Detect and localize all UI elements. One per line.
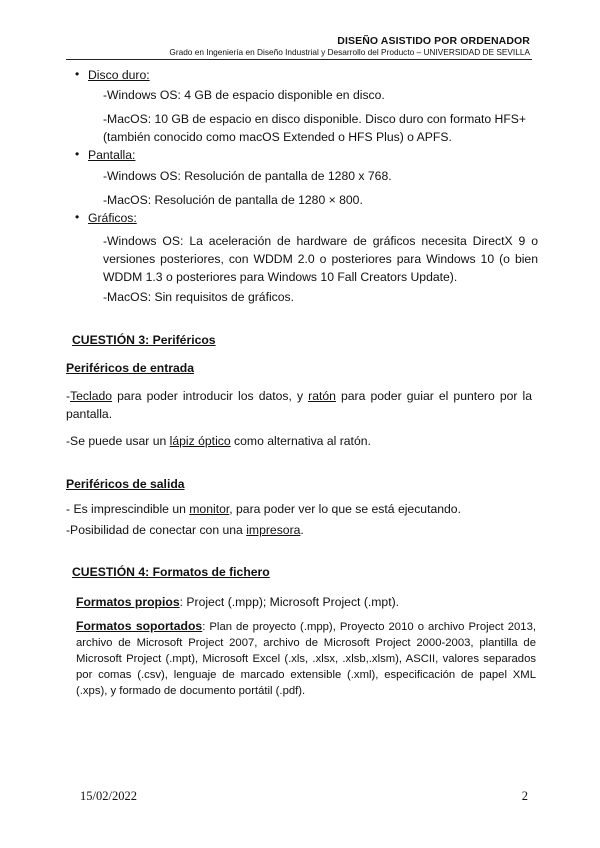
disk-mac: -MacOS: 10 GB de espacio en disco disponible. Disco duro con formato HFS+ (también conocido como macOS Extended o HFS Plus) o APFS. [103, 112, 527, 144]
own-formats-label: Formatos propios [76, 595, 180, 609]
supported-formats-label: Formatos soportados [76, 619, 203, 633]
section-title-q4: CUESTIÓN 4: Formatos de fichero [72, 565, 270, 579]
keyboard-term: Teclado [70, 389, 113, 403]
footer-date: 15/02/2022 [80, 789, 137, 803]
input-paragraph-2: -Se puede usar un lápiz óptico como alternativa al ratón. [66, 434, 371, 448]
course-subtitle: Grado en Ingeniería en Diseño Industrial y Desarrollo del Producto – UNIVERSIDAD DE SEVILLA [169, 47, 530, 57]
input-peripherals-heading: Periféricos de entrada [66, 361, 195, 375]
graphics-mac: -MacOS: Sin requisitos de gráficos. [103, 290, 295, 304]
mouse-term: ratón [308, 389, 336, 403]
section-title-q3: CUESTIÓN 3: Periféricos [72, 333, 216, 347]
bullet-screen: • Pantalla: [88, 148, 135, 162]
light-pen-term: lápiz óptico [169, 434, 231, 448]
output-peripherals-heading: Periféricos de salida [66, 477, 185, 491]
bullet-disk: • Disco duro: [88, 68, 150, 82]
own-formats: Formatos propios: Project (.mpp); Microsoft Project (.mpt). [76, 595, 400, 609]
output-paragraph-2: -Posibilidad de conectar con una impresora. [66, 523, 304, 537]
screen-mac: -MacOS: Resolución de pantalla de 1280 × 800. [103, 193, 363, 207]
page-number: 2 [521, 789, 528, 803]
bullet-graphics: • Gráficos: [88, 211, 137, 225]
screen-windows: -Windows OS: Resolución de pantalla de 1280 x 768. [103, 169, 392, 183]
input-paragraph-1: -Teclado para poder introducir los datos, y ratón para poder guiar el puntero por la pantalla. [66, 389, 532, 421]
monitor-term: monitor [189, 502, 230, 516]
printer-term: impresora [246, 523, 301, 537]
course-title: DISEÑO ASISTIDO POR ORDENADOR [337, 35, 530, 47]
graphics-windows: -Windows OS: La aceleración de hardware de gráficos necesita DirectX 9 o versiones posteriores, con WDDM 2.0 o posteriores para Windows 10 (o bien WDDM 1.3 o posteriores para Windows 10 Fall Creators Update). [103, 234, 538, 284]
supported-formats: Formatos soportados: Plan de proyecto (.mpp), Proyecto 2010 o archivo Project 2013, archivo de Microsoft Project 2007, archivo de Microsoft Project 2000-2003, plantilla de Microsoft Project (.mpt), Microsoft Excel (.xls, .xlsx, .xlsb,.xlsm), ASCII, valores separados por comas (.csv), lenguaje de marcado extensible (.xml), especificación de papel XML (.xps), y formado de documento portátil (.pdf). [76, 619, 536, 697]
header-divider [66, 59, 532, 60]
output-paragraph-1: - Es imprescindible un monitor, para poder ver lo que se está ejecutando. [66, 502, 461, 516]
disk-windows: -Windows OS: 4 GB de espacio disponible en disco. [103, 88, 385, 102]
